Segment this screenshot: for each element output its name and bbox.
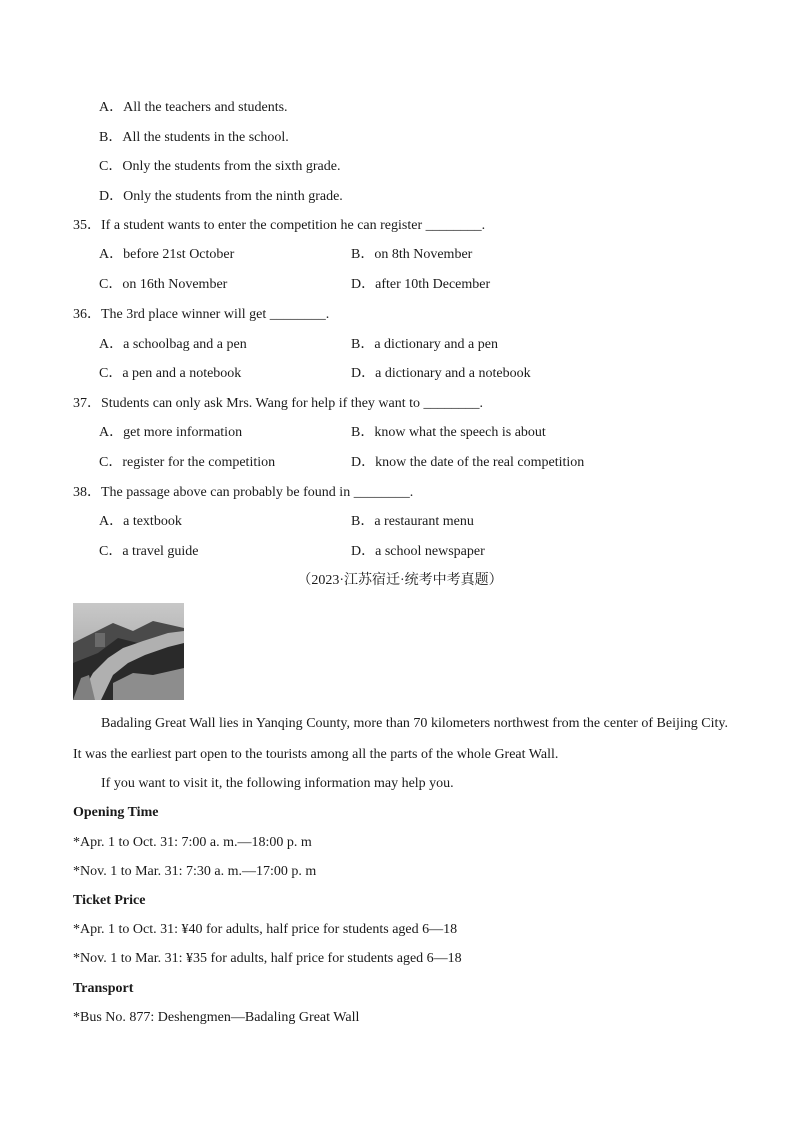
q34-option-d: D．Only the students from the ninth grade. — [99, 189, 343, 204]
q35-option-a: A．before 21st October — [99, 247, 235, 262]
q38-option-b: B．a restaurant menu — [351, 514, 474, 529]
q37-stem: 37．Students can only ask Mrs. Wang for help if they want to ________. — [73, 396, 484, 411]
q37-option-b: B．know what the speech is about — [351, 425, 546, 440]
opening-time-heading: Opening Time — [73, 805, 159, 820]
ticket-price-heading: Ticket Price — [73, 893, 146, 908]
q36-option-c: C．a pen and a notebook — [99, 366, 242, 381]
transport-heading: Transport — [73, 981, 134, 996]
q34-option-a: A．All the teachers and students. — [99, 100, 288, 115]
q38-option-d: D．a school newspaper — [351, 544, 485, 559]
q34-option-b: B．All the students in the school. — [99, 130, 289, 145]
q36-option-d: D．a dictionary and a notebook — [351, 366, 531, 381]
opening-time-summer: *Apr. 1 to Oct. 31: 7:00 a. m.—18:00 p. m — [73, 835, 312, 850]
q36-stem: 36．The 3rd place winner will get ________. — [73, 307, 330, 322]
great-wall-photo — [73, 603, 184, 700]
q36-option-a: A．a schoolbag and a pen — [99, 337, 247, 352]
q37-option-a: A．get more information — [99, 425, 243, 440]
passage-intro-paragraph: Badaling Great Wall lies in Yanqing County, more than 70 kilometers northwest from the center of Beijing City. It was the earliest part open to the tourists among all the parts of the whole Great Wall. — [73, 716, 728, 762]
transport-bus: *Bus No. 877: Deshengmen—Badaling Great Wall — [73, 1010, 360, 1025]
ticket-price-winter: *Nov. 1 to Mar. 31: ¥35 for adults, half price for students aged 6—18 — [73, 951, 462, 966]
q37-option-c: C．register for the competition — [99, 455, 276, 470]
q38-option-a: A．a textbook — [99, 514, 182, 529]
q35-option-c: C．on 16th November — [99, 277, 228, 292]
q35-option-b: B．on 8th November — [351, 247, 473, 262]
q35-option-d: D．after 10th December — [351, 277, 491, 292]
source-citation: （2023·江苏宿迁·统考中考真题） — [297, 573, 503, 588]
ticket-price-summer: *Apr. 1 to Oct. 31: ¥40 for adults, half price for students aged 6—18 — [73, 922, 458, 937]
q34-option-c: C．Only the students from the sixth grade. — [99, 159, 341, 174]
q38-stem: 38．The passage above can probably be found in ________. — [73, 485, 414, 500]
q36-option-b: B．a dictionary and a pen — [351, 337, 498, 352]
q37-option-d: D．know the date of the real competition — [351, 455, 585, 470]
q38-option-c: C．a travel guide — [99, 544, 199, 559]
passage-intro-followup: If you want to visit it, the following information may help you. — [101, 776, 454, 791]
opening-time-winter: *Nov. 1 to Mar. 31: 7:30 a. m.—17:00 p. m — [73, 864, 317, 879]
q35-stem: 35．If a student wants to enter the competition he can register ________. — [73, 218, 486, 233]
